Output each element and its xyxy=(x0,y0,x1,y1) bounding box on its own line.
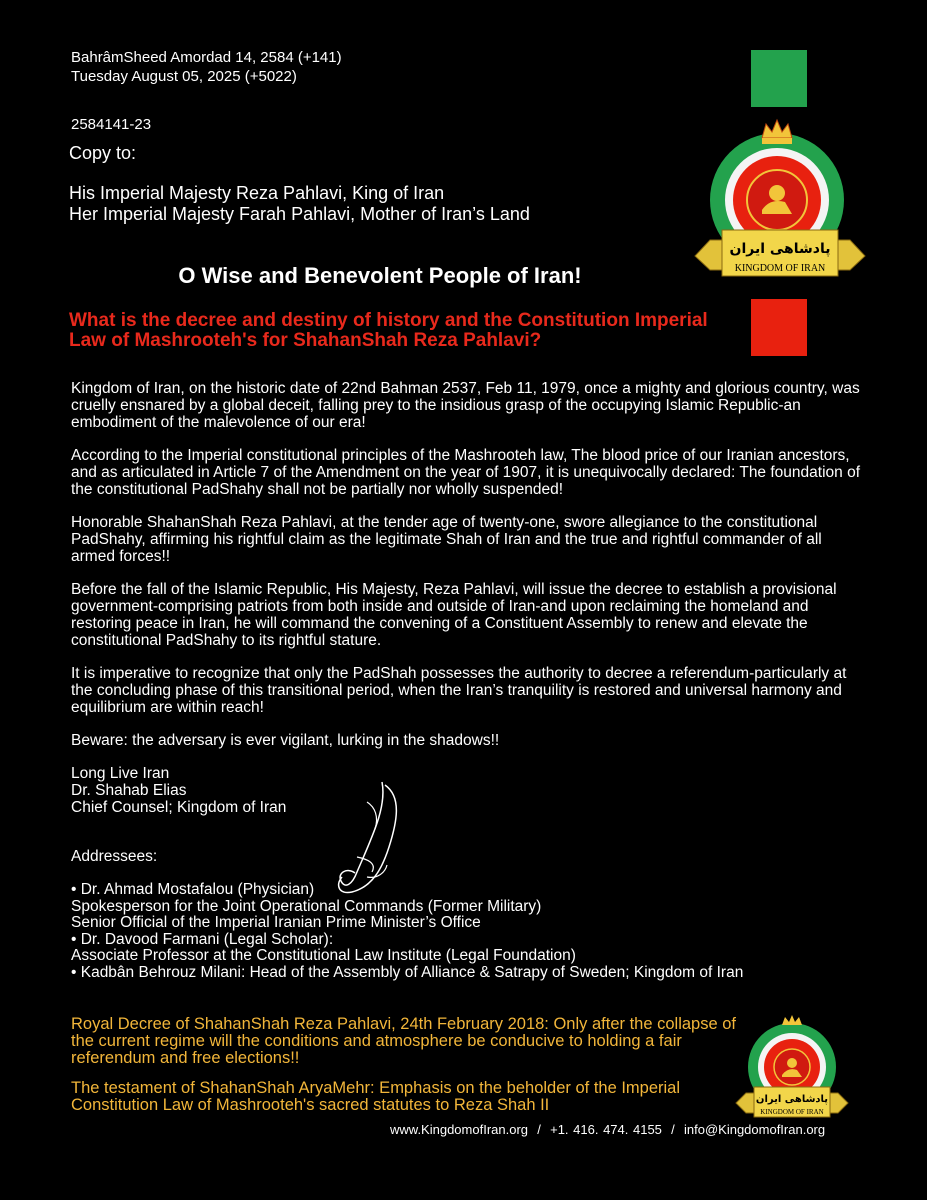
addressees-label: Addressees: xyxy=(71,848,158,865)
paragraph: It is imperative to recognize that only the PadShah possesses the authority to decree a referendum-particularly at the concluding phase of this transitional period, when the Iran’s tranquility is restored and universal harmony and equilibrium are within reach! xyxy=(71,665,847,716)
green-flag-block xyxy=(751,50,807,107)
persian-date: BahrâmSheed Amordad 14, 2584 (+141) xyxy=(71,49,342,66)
signer-role: Chief Counsel; Kingdom of Iran xyxy=(71,799,287,816)
paragraph: Honorable ShahanShah Reza Pahlavi, at the tender age of twenty-one, swore allegiance to the constitutional PadShahy, affirming his rightful claim as the legitimate Shah of Iran and the true and rightful commander of all armed forces!! xyxy=(71,514,822,565)
list-item: • Dr. Davood Farmani (Legal Scholar): xyxy=(71,930,334,948)
kingdom-of-iran-emblem-small xyxy=(732,1015,852,1127)
testament-quote: The testament of ShahanShah AryaMehr: Emphasis on the beholder of the Imperial Constitution Law of Mashrooteh's sacred statutes to Reza Shah II xyxy=(71,1079,681,1114)
royal-decree-quote: Royal Decree of ShahanShah Reza Pahlavi, 24th February 2018: Only after the collapse of the current regime will the conditions and atmosphere be conducive to holding a fair referendum and free elections!! xyxy=(71,1015,736,1067)
email-link[interactable]: info@KingdomofIran.org xyxy=(684,1122,826,1137)
recipient: His Imperial Majesty Reza Pahlavi, King of Iran xyxy=(69,183,445,203)
list-item: • Dr. Ahmad Mostafalou (Physician) xyxy=(71,881,315,898)
reference-number: 2584141-23 xyxy=(71,116,152,133)
paragraph: Kingdom of Iran, on the historic date of 22nd Bahman 2537, Feb 11, 1979, once a mighty and glorious country, was cruelly ensnared by a global deceit, falling prey to the insidious grasp of the occupying Islamic Republic-an embodiment of the malevolence of our era! xyxy=(71,380,860,431)
footer-contact xyxy=(390,1122,825,1137)
letter-header xyxy=(71,48,342,86)
recipients xyxy=(69,183,530,225)
signer-name: Dr. Shahab Elias xyxy=(71,782,187,799)
emblem-persian-text: پادشاهی ایران xyxy=(729,241,831,257)
phone-number[interactable]: +1. 416. 474. 4155 xyxy=(550,1122,662,1137)
closing-block xyxy=(71,765,286,816)
copy-to-label: Copy to: xyxy=(69,143,137,163)
red-flag-block xyxy=(751,299,807,356)
gregorian-date: Tuesday August 05, 2025 (+5022) xyxy=(71,68,297,85)
emblem-banner-text: KINGDOM OF IRAN xyxy=(760,1108,824,1116)
list-item: Associate Professor at the Constitutional Law Institute (Legal Foundation) xyxy=(71,947,576,964)
separator: / xyxy=(532,1122,546,1137)
list-item: Spokesperson for the Joint Operational Commands (Former Military) xyxy=(71,897,542,915)
list-item: • Kadbân Behrouz Milani: Head of the Assembly of Alliance & Satrapy of Sweden; Kingdom of Iran xyxy=(71,963,744,981)
closing-salutation: Long Live Iran xyxy=(71,765,170,782)
paragraph: Beware: the adversary is ever vigilant, lurking in the shadows!! xyxy=(71,732,500,749)
addressees-list xyxy=(71,882,743,981)
paragraph: According to the Imperial constitutional principles of the Mashrooteh law, The blood price of our Iranian ancestors, and as articulated in Article 7 of the Amendment on the year of 1907, it is unequivocally declared: The foundation of the constitutional PadShahy shall not be partially nor wholly suspended! xyxy=(71,447,860,498)
list-item: Senior Official of the Imperial Iranian Prime Minister’s Office xyxy=(71,914,481,931)
handwritten-signature xyxy=(327,777,422,897)
paragraph: Before the fall of the Islamic Republic, His Majesty, Reza Pahlavi, will issue the decree to establish a provisional government-comprising patriots from both inside and outside of Iran-and upon reclaiming the homeland and restoring peace in Iran, he will command the convening of a Constituent Assembly to renew and elevate the constitutional PadShahy to its rightful stature. xyxy=(71,581,837,649)
headline-question: What is the decree and destiny of history and the Constitution Imperial Law of Mashrooteh's for ShahanShah Reza Pahlavi? xyxy=(69,310,708,351)
page-title: O Wise and Benevolent People of Iran! xyxy=(178,263,582,288)
separator: / xyxy=(666,1122,680,1137)
letter-body xyxy=(71,380,861,765)
emblem-persian-text: پادشاهی ایران xyxy=(755,1094,829,1105)
website-link[interactable]: www.KingdomofIran.org xyxy=(390,1122,529,1137)
recipient: Her Imperial Majesty Farah Pahlavi, Mother of Iran’s Land xyxy=(69,204,530,224)
emblem-banner-text: KINGDOM OF IRAN xyxy=(734,263,826,274)
